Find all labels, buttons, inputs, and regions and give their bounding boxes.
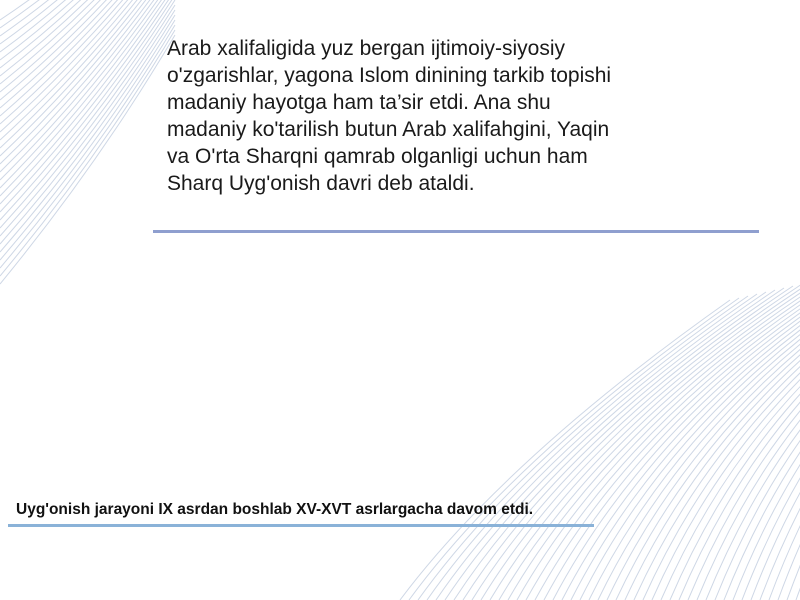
pattern-line bbox=[724, 228, 800, 600]
main-paragraph bbox=[167, 35, 727, 197]
paragraph-line: Arab xalifaligida yuz bergan ijtimoiy-siyosiy bbox=[167, 37, 565, 60]
pattern-line bbox=[706, 232, 800, 600]
paragraph-line: va O'rta Sharqni qamrab olganligi uchun ham bbox=[167, 145, 588, 168]
pattern-line bbox=[715, 230, 800, 600]
pattern-line bbox=[0, 0, 175, 180]
pattern-line bbox=[697, 234, 800, 600]
paragraph-line: o'zgarishlar, yagona Islom dinining tarkib topishi bbox=[167, 64, 612, 87]
pattern-line bbox=[769, 218, 800, 600]
footer-caption: Uyg'onish jarayoni IX asrdan boshlab XV-XVT asrlargacha davom etdi. bbox=[16, 501, 534, 518]
pattern-line bbox=[427, 294, 757, 600]
pattern-line bbox=[418, 296, 748, 600]
bottom-divider bbox=[8, 524, 594, 527]
pattern-line bbox=[0, 0, 175, 148]
paragraph-line: Sharq Uyg'onish davri deb ataldi. bbox=[167, 172, 475, 195]
pattern-line bbox=[733, 226, 800, 600]
pattern-line bbox=[445, 290, 775, 600]
paragraph-line: madaniy hayotga ham ta’sir etdi. Ana shu bbox=[167, 91, 551, 114]
paragraph-line: madaniy ko'tarilish butun Arab xalifahgini, Yaqin bbox=[167, 118, 610, 141]
pattern-line bbox=[742, 224, 800, 600]
pattern-line bbox=[0, 0, 175, 204]
pattern-line bbox=[436, 292, 766, 600]
top-divider bbox=[153, 230, 759, 233]
pattern-line bbox=[562, 264, 800, 600]
